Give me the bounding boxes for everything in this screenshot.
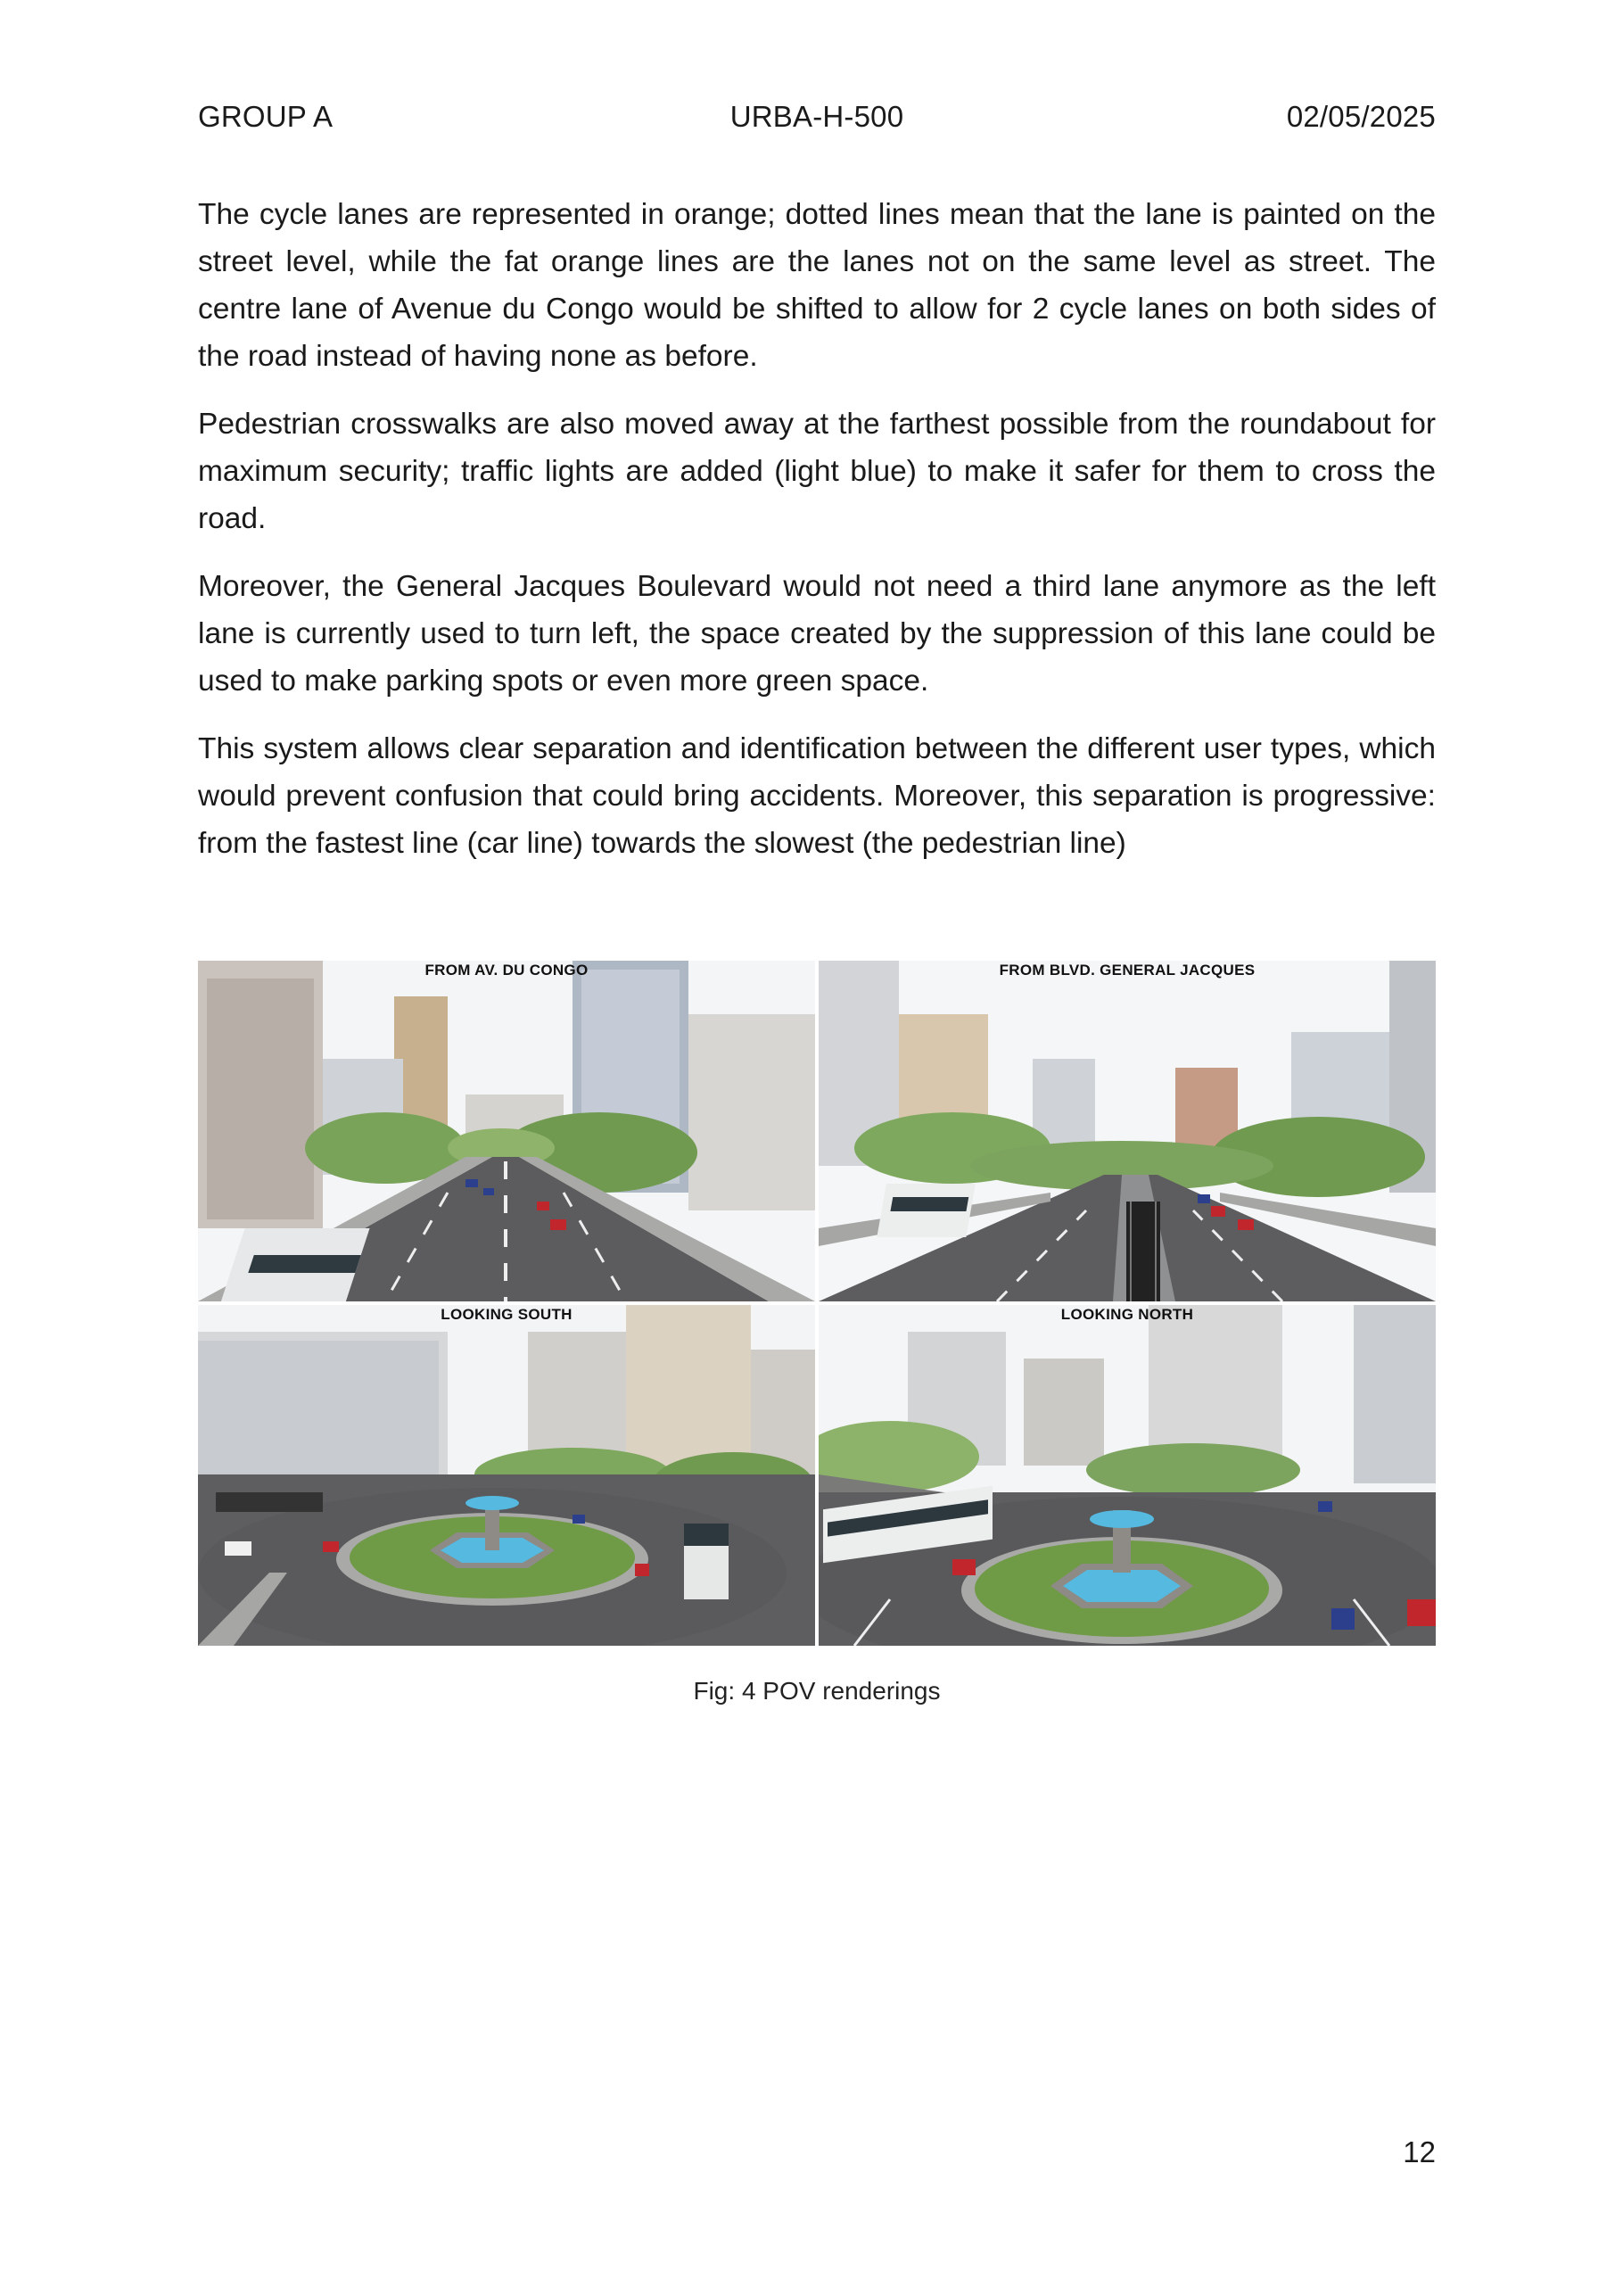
paragraph-crosswalks: Pedestrian crosswalks are also moved away at the farthest possible from the roundabout for maximum security; traffic lights are added (light blue) to make it safer for them to cross the road. [198, 408, 1436, 535]
page-header [198, 100, 1436, 139]
page-number: 12 [1403, 2135, 1436, 2168]
paragraph-boulevard: Moreover, the General Jacques Boulevard would not need a third lane anymore as the left lane is currently used to turn left, the space created by the suppression of this lane could be used to make parking spots or even more green space. [198, 570, 1436, 698]
rendering-from-av-du-congo [198, 961, 815, 1301]
paragraph-cycle-lanes: The cycle lanes are represented in orange; dotted lines mean that the lane is painted on the street level, while the fat orange lines are the lanes not on the same level as street. The centre lane of Avenue du Congo would be shifted to allow for 2 cycle lanes on both sides of the road instead of having none as before. [198, 198, 1436, 373]
panel-label: FROM BLVD. GENERAL JACQUES [999, 962, 1256, 979]
roundabout-north-image [819, 1305, 1436, 1646]
header-date: 02/05/2025 [1286, 100, 1436, 133]
panel-label: FROM AV. DU CONGO [424, 962, 589, 979]
paragraph-separation: This system allows clear separation and identification between the different user types, which would prevent confusion that could bring accidents. Moreover, this separation is progressive: from the fastest line (car line) towards the slowest (the pedestrian line) [198, 732, 1436, 860]
header-group: GROUP A [198, 100, 334, 133]
rendering-from-blvd-general-jacques [819, 961, 1436, 1301]
rendering-looking-south [198, 1305, 815, 1646]
header-course-code: URBA-H-500 [729, 100, 904, 133]
boulevard-perspective-image [819, 961, 1436, 1301]
roundabout-south-image [198, 1305, 815, 1646]
panel-label: LOOKING NORTH [1060, 1306, 1194, 1323]
body-text [198, 191, 1436, 888]
figure-caption: Fig: 4 POV renderings [693, 1677, 941, 1705]
pov-renderings-figure [198, 961, 1436, 1646]
panel-label: LOOKING SOUTH [441, 1306, 573, 1323]
street-perspective-image [198, 961, 815, 1301]
rendering-looking-north [819, 1305, 1436, 1646]
